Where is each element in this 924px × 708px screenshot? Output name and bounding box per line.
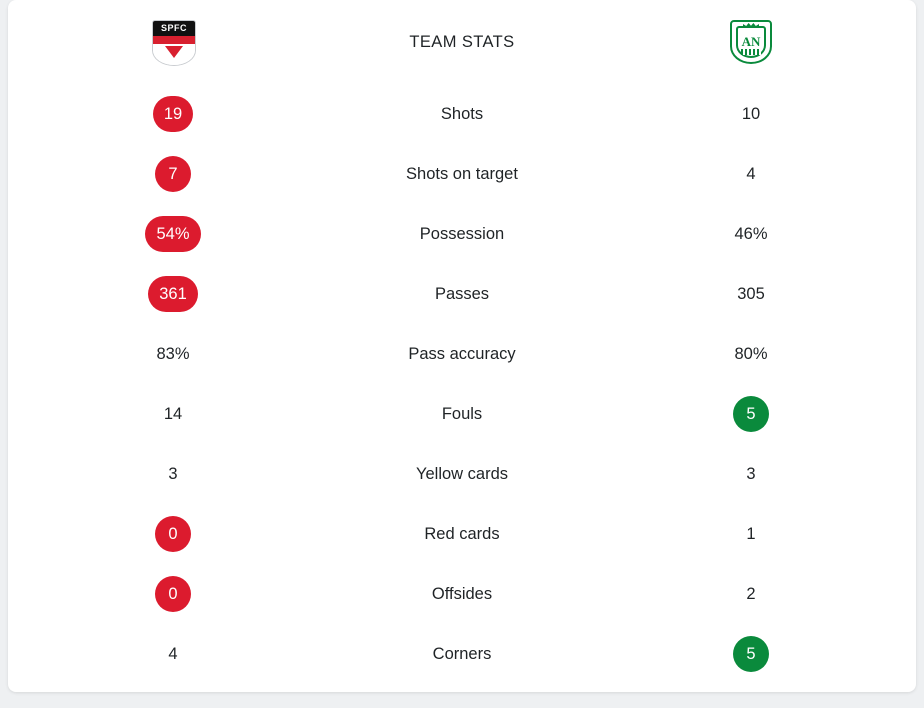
stat-label: Shots <box>440 104 484 123</box>
table-row <box>8 444 916 504</box>
away-value: 5 <box>733 396 769 432</box>
stat-label-cell <box>338 345 586 364</box>
stat-label-cell <box>338 585 586 604</box>
away-value-cell <box>586 456 916 492</box>
home-value-cell <box>8 276 338 312</box>
away-value: 46% <box>734 224 768 243</box>
table-row <box>8 264 916 324</box>
team-stats-card <box>8 0 916 692</box>
home-value-cell <box>8 216 338 252</box>
home-value: 0 <box>155 516 191 552</box>
table-row <box>8 84 916 144</box>
home-value: 83% <box>156 344 190 363</box>
home-value-cell <box>8 96 338 132</box>
stats-title-cell <box>338 33 586 52</box>
home-value: 7 <box>155 156 191 192</box>
home-value: 14 <box>163 404 183 423</box>
table-row <box>8 144 916 204</box>
home-team-crest-cell <box>8 20 338 64</box>
table-row <box>8 384 916 444</box>
table-row <box>8 564 916 624</box>
away-value-cell <box>586 576 916 612</box>
away-value: 5 <box>733 636 769 672</box>
stat-label-cell <box>338 645 586 664</box>
stats-table <box>8 0 916 684</box>
stat-label: Shots on target <box>406 164 518 183</box>
stat-label: Possession <box>419 224 505 243</box>
home-value: 361 <box>148 276 198 312</box>
stat-label: Offsides <box>431 584 493 603</box>
stat-label-cell <box>338 405 586 424</box>
away-value: 4 <box>746 164 756 183</box>
stat-label-cell <box>338 165 586 184</box>
away-value: 1 <box>746 524 756 543</box>
away-team-crest-cell <box>586 20 916 64</box>
stat-label-cell <box>338 225 586 244</box>
table-row <box>8 324 916 384</box>
home-value: 54% <box>145 216 200 252</box>
stat-label: Fouls <box>441 404 483 423</box>
away-value-cell <box>586 636 916 672</box>
stat-label: Corners <box>432 644 492 663</box>
away-value: 80% <box>734 344 768 363</box>
atletico-nacional-crest-icon <box>730 20 772 64</box>
table-row <box>8 204 916 264</box>
home-value: 3 <box>168 464 178 483</box>
table-row <box>8 624 916 684</box>
stats-header-row <box>8 0 916 84</box>
stat-label-cell <box>338 105 586 124</box>
home-value-cell <box>8 156 338 192</box>
away-value: 3 <box>746 464 756 483</box>
away-value-cell <box>586 396 916 432</box>
stat-label: Yellow cards <box>415 464 509 483</box>
home-crest-text: SPFC <box>160 23 187 33</box>
stat-label-cell <box>338 285 586 304</box>
home-value: 0 <box>155 576 191 612</box>
away-value-cell <box>586 216 916 252</box>
away-value-cell <box>586 156 916 192</box>
away-value-cell <box>586 516 916 552</box>
home-value: 19 <box>153 96 193 132</box>
stat-label-cell <box>338 525 586 544</box>
away-crest-text: AN <box>741 34 761 49</box>
home-value-cell <box>8 576 338 612</box>
sao-paulo-fc-crest-icon <box>152 20 194 64</box>
home-value-cell <box>8 456 338 492</box>
away-value-cell <box>586 276 916 312</box>
away-value-cell <box>586 336 916 372</box>
stat-label: Passes <box>434 284 490 303</box>
home-value-cell <box>8 396 338 432</box>
stat-label: Red cards <box>424 524 500 543</box>
away-value: 305 <box>737 284 765 303</box>
away-value: 10 <box>741 104 761 123</box>
away-value: 2 <box>746 584 756 603</box>
stat-label: Pass accuracy <box>408 344 516 363</box>
home-value-cell <box>8 516 338 552</box>
table-row <box>8 504 916 564</box>
away-value-cell <box>586 96 916 132</box>
home-value: 4 <box>168 644 178 663</box>
page-title: TEAM STATS <box>409 32 515 51</box>
home-value-cell <box>8 636 338 672</box>
stat-label-cell <box>338 465 586 484</box>
home-value-cell <box>8 336 338 372</box>
